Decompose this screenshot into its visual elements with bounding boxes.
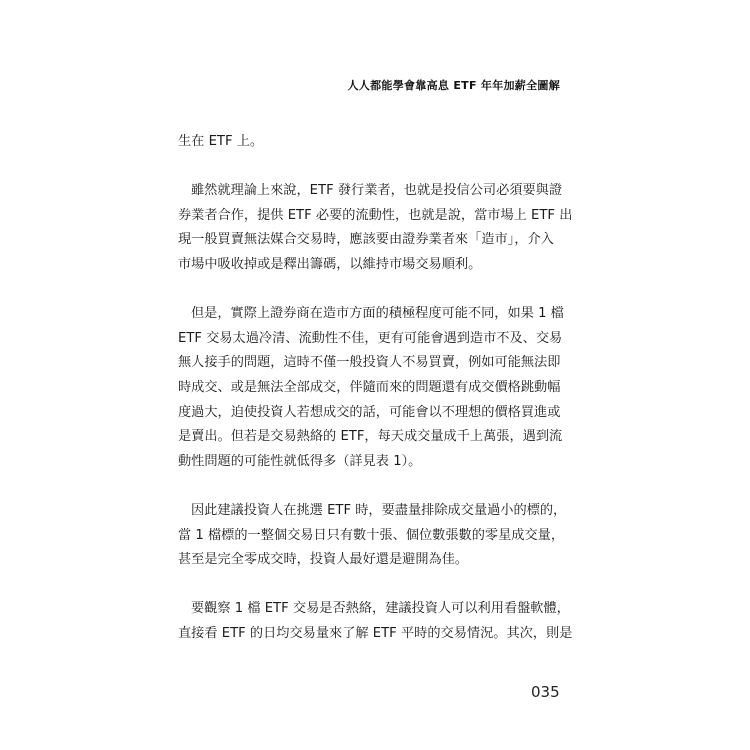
text-line: 度過大，迫使投資人若想成交的話，可能會以不理想的價格買進或 bbox=[178, 404, 561, 420]
paragraph bbox=[178, 597, 573, 646]
text-line: 當 1 檔標的一整個交易日只有數十張、個位數張數的零星成交量， bbox=[178, 527, 565, 543]
text-line: 動性問題的可能性就低得多（詳見表 1）。 bbox=[178, 453, 422, 469]
text-line: 要觀察 1 檔 ETF 交易是否熱絡，建議投資人可以利用看盤軟體， bbox=[191, 601, 570, 617]
text-line: 甚至是完全零成交時，投資人最好還是避開為佳。 bbox=[178, 552, 469, 568]
text-line: 因此建議投資人在挑選 ETF 時，要盡量排除成交量過小的標的， bbox=[191, 502, 567, 518]
paragraph bbox=[178, 302, 562, 474]
body-text bbox=[178, 130, 573, 646]
running-header: 人人都能學會靠高息 ETF 年年加薪全圖解 bbox=[347, 79, 560, 92]
text-line: 券業者合作，提供 ETF 必要的流動性，也就是說，當市場上 ETF 出 bbox=[178, 207, 573, 223]
text-line: 無人接手的問題，這時不僅一般投資人不易買賣，例如可能無法即 bbox=[178, 355, 561, 371]
text-line: ETF 交易太過冷清、流動性不佳，更有可能會遇到造市不及、交易 bbox=[178, 330, 563, 346]
text-line: 現一般買賣無法媒合交易時，應該要由證券業者來「造市」，介入 bbox=[178, 232, 554, 248]
text-line: 但是，實際上證券商在造市方面的積極程度可能不同，如果 1 檔 bbox=[191, 306, 564, 322]
paragraph bbox=[178, 130, 562, 155]
text-line: 雖然就理論上來說，ETF 發行業者，也就是投信公司必須要與證 bbox=[191, 183, 563, 199]
page-number: 035 bbox=[531, 683, 560, 701]
paragraph bbox=[178, 499, 567, 573]
paragraph-gap bbox=[178, 474, 562, 499]
text-line: 生在 ETF 上。 bbox=[178, 134, 264, 149]
paragraph-gap bbox=[178, 278, 562, 303]
text-line: 時成交、或是無法全部成交，伴隨而來的問題還有成交價格跳動幅 bbox=[178, 379, 561, 395]
text-line: 直接看 ETF 的日均交易量來了解 ETF 平時的交易情況。其次，則是 bbox=[178, 625, 573, 641]
text-line: 是賣出。但若是交易熱絡的 ETF，每天成交量成千上萬張，遇到流 bbox=[178, 429, 563, 445]
paragraph-gap bbox=[178, 573, 562, 598]
paragraph bbox=[178, 179, 573, 277]
paragraph-gap bbox=[178, 155, 562, 180]
text-line: 市場中吸收掉或是釋出籌碼，以維持市場交易順利。 bbox=[178, 256, 482, 272]
